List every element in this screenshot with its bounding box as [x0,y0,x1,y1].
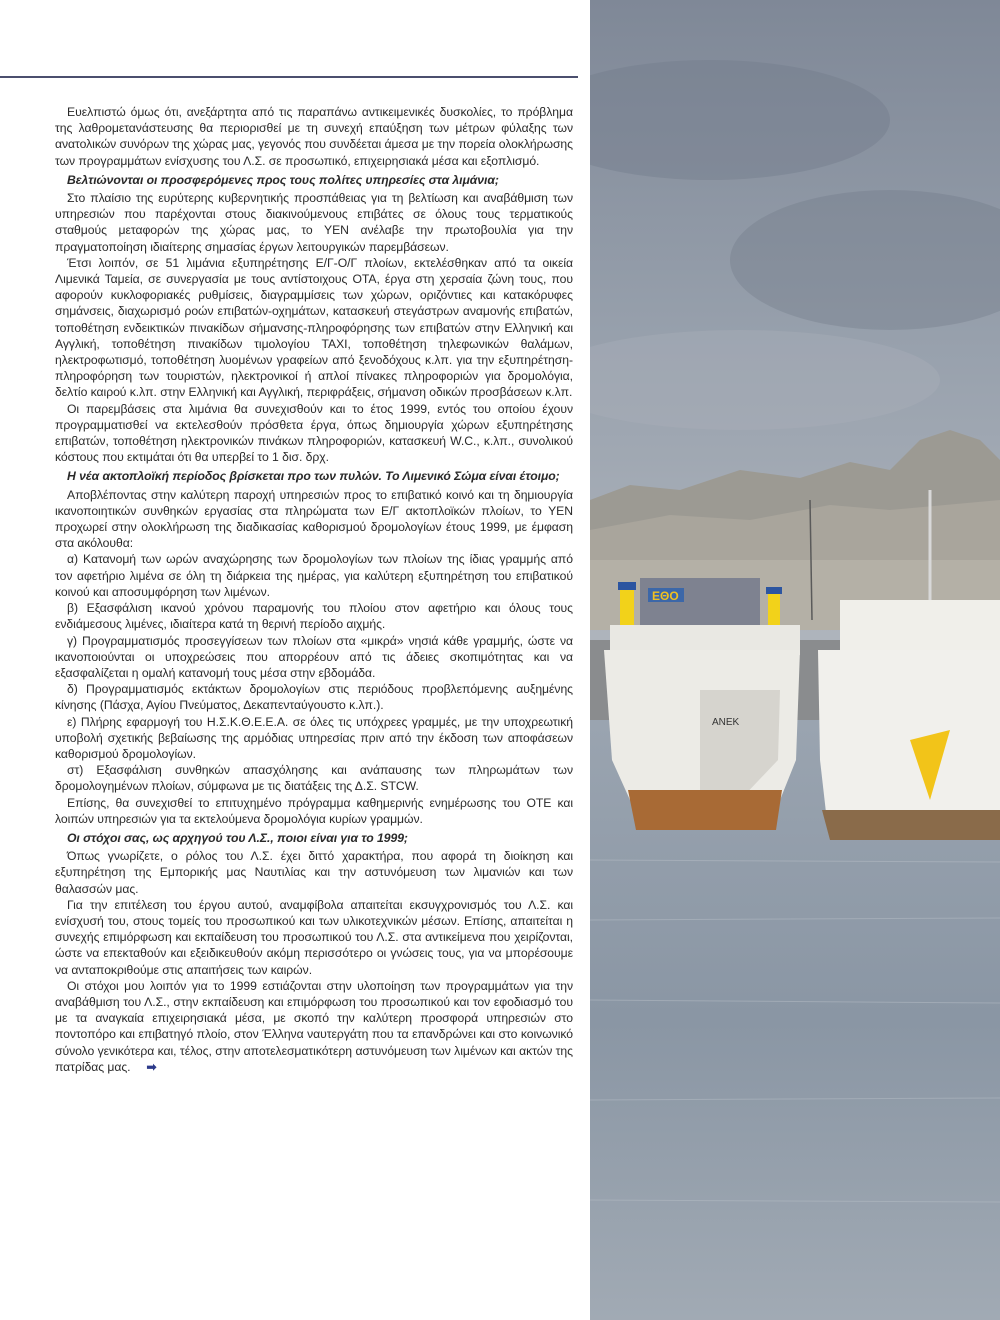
paragraph-text: Οι στόχοι μου λοιπόν για το 1999 εστιάζονται στην υλοποίηση των προγραμμάτων για την αναβάθμιση του Λ.Σ., στην εκπαίδευση και επιμόρφωση του προσωπικού και τον εφοδιασμό του με τα αναγκαία επιχειρησιακά μέσα, με σκοπό την καλύτερη προσφορά υπηρεσιών στο ποντοπόρο και επιβατηγό πλοίο, στον Έλληνα ναυτεργάτη που τα επανδρώνει και στο κοινωνικό σύνολο γενικότερα και, τέλος, στην αποτελεσματικότερη αστυνόμευση των λιμένων και ακτών της πατρίδας μας. [55,978,573,1074]
top-rule [0,76,578,78]
paragraph: Ευελπιστώ όμως ότι, ανεξάρτητα από τις παραπάνω αντικειμενικές δυσκολίες, το πρόβλημα της λαθρομετανάστευσης θα περιορισθεί με τη συνεχή επαύξηση των μέτρων φύλαξης των ανατολικών συνόρων της χώρας μας, γεγονός που συνδέεται άμεσα με την πορεία ολοκλήρωσης των προγραμμάτων ενίσχυσης του Λ.Σ. σε προσωπικό, επιχειρησιακά μέσα και εξοπλισμό. [55,105,573,168]
harbour-photo [590,0,1000,1320]
list-item: β) Εξασφάλιση ικανού χρόνου παραμονής του πλοίου στον αφετήριο και όλους τους ενδιάμεσους λιμένες, ιδιαίτερα κατά τη θερινή περίοδο αιχμής. [55,601,573,632]
paragraph: Στο πλαίσιο της ευρύτερης κυβερνητικής προσπάθειας για τη βελτίωση και αναβάθμιση των υπηρεσιών που παρέχονται στους διακινούμενους επιβάτες σε όλους τους τερματικούς σταθμούς μεταφορών της χώρας μας, το ΥΕΝ ανέλαβε την πρωτοβουλία για την πραγματοποίηση ιδιαίτερης σημασίας έργων λειτουργικών παρεμβάσεων. [55,191,573,254]
paragraph: Αποβλέποντας στην καλύτερη παροχή υπηρεσιών προς το επιβατικό κοινό και τη δημιουργία ικανοποιητικών συνθηκών εργασίας στα πληρώματα των Ε/Γ ακτοπλοϊκών πλοίων, το ΥΕΝ προχωρεί στην ολοκλήρωση της διαδικασίας καθορισμού δρομολογίων έτους 1999, με έμφαση στα ακόλουθα: [55,487,573,551]
list-item: γ) Προγραμματισμός προσεγγίσεων των πλοίων στα «μικρά» νησιά κάθε γραμμής, ώστε να ικανοποιούνται οι υποχρεώσεις που απορρέουν από τις άδειες σκοπιμότητας και να εξασφαλίζεται η ομαλή κατανομή τους μέσα στην εβδομάδα. [55,633,573,680]
list-item: δ) Προγραμματισμός εκτάκτων δρομολογίων στις περιόδους προβλεπόμενης αυξημένης κίνησης (Πάσχα, Αγίου Πνεύματος, Δεκαπενταύγουστο κ.λπ.). [55,682,573,713]
paragraph [55,978,573,1075]
list-item: α) Κατανομή των ωρών αναχώρησης των δρομολογίων των πλοίων της ίδιας γραμμής από τον αφετήριο λιμένα σε όλη τη διάρκεια της ημέρας, για καλύτερη εξυπηρέτηση του επιβατικού κοινού και αποσυμφόρηση των λιμένων. [55,552,573,599]
ferry-right [818,600,1000,840]
section-heading: Οι στόχοι σας, ως αρχηγού του Λ.Σ., ποιοι είναι για το 1999; [67,830,408,845]
end-of-article-icon: ➡ [146,1059,157,1074]
warehouse-sign: ΕΘΟ [652,589,679,603]
paragraph: Όπως γνωρίζετε, ο ρόλος του Λ.Σ. έχει διττό χαρακτήρα, που αφορά τη διοίκηση και εξυπηρέτηση της Εμπορικής μας Ναυτιλίας και την αστυνόμευση των λιμανιών και των θαλασσών μας. [55,849,573,896]
paragraph: Οι παρεμβάσεις στα λιμάνια θα συνεχισθούν και το έτος 1999, εντός του οποίου έχουν προγραμματισθεί να εκτελεσθούν πρόσθετα έργα, όπως δημιουργία χώρων εξυπηρέτησης επιβατών, τοποθέτηση ηλεκτρονικών πινάκων πληροφοριών, κατασκευή W.C., κ.λπ., συνολικού κόστους που εκτιμάται ότι θα υπερβεί το 1 δισ. δρχ. [55,401,573,465]
list-item: ε) Πλήρης εφαρμογή του Η.Σ.Κ.Θ.Ε.Ε.Α. σε όλες τις υπόχρεες γραμμές, με την υποχρεωτική υποβολή σχετικής βεβαίωσης της αρμόδιας υπηρεσίας πριν από την έκδοση των αποφάσεων καθορισμού δρομολογίων. [55,714,573,761]
article-text-column [55,104,573,1075]
paragraph: Για την επιτέλεση του έργου αυτού, αναμφίβολα απαιτείται εκσυγχρονισμός του Λ.Σ. και ενίσχυσή του, στους τομείς του προσωπικού και των υλικοτεχνικών μέσων. Επίσης, απαιτείται η συνεχής επιμόρφωση και εκπαίδευση του προσωπικού του Λ.Σ. στα αντικείμενα που χειρίζονται, ώστε να επεκταθούν και εξειδικευθούν ακόμη περισσότερο οι γνώσεις τους, για να μπορέσουμε να ανταποκριθούμε στις απαιτήσεις των καιρών. [55,897,573,977]
section-heading: Η νέα ακτοπλοϊκή περίοδος βρίσκεται προ των πυλών. Το Λιμενικό Σώμα είναι έτοιμο; [67,469,560,484]
section-heading: Βελτιώνονται οι προσφερόμενες προς τους πολίτες υπηρεσίες στα λιμάνια; [67,172,499,187]
paragraph: Έτσι λοιπόν, σε 51 λιμάνια εξυπηρέτησης Ε/Γ-Ο/Γ πλοίων, εκτελέσθηκαν από τα οικεία Λιμενικά Ταμεία, σε συνεργασία με τους αντίστοιχους ΟΤΑ, έργα στη χερσαία ζώνη τους, που αφορούν κυκλοφοριακές ρυθμίσεις, διαγραμμίσεις των χώρων, οριζόντιες και κατακόρυφες σημάνσεις, διαχωρισμό ροών επιβατών-οχημάτων, κατασκευή στεγάστρων αναμονής επιβατών, τοποθέτηση ενδεικτικών πινακίδων σήμανσης-πληροφόρησης των επιβατών στην Ελληνική και Αγγλική, τοποθέτηση πινακίδων τιμολογίου TAXI, τοποθέτηση τηλεφωνικών θαλάμων, ηλεκτροφωτισμό, τοποθέτηση λυομένων γραφείων από ξενοδόχους κ.λπ. για την εξυπηρέτηση-πληροφόρηση των τουριστών, ηλεκτρονικοί ή απλοί πίνακες πληροφοριών για δρομολόγια, δελτίο καιρού κ.λπ. στην Ελληνική και Αγγλική, περιφράξεις, σήμανση οδικών προσβάσεων κ.λπ. [55,255,573,400]
ship-name: ΑΝΕΚ [712,717,740,728]
list-item: στ) Εξασφάλιση συνθηκών απασχόλησης και ανάπαυσης των πληρωμάτων των δρομολογημένων πλοίων, σύμφωνα με τις διατάξεις της Δ.Σ. STCW. [55,763,573,794]
paragraph: Επίσης, θα συνεχισθεί το επιτυχημένο πρόγραμμα καθημερινής ενημέρωσης του ΟΤΕ και λοιπών υπηρεσιών για τα εκτελούμενα δρομολόγια κυρίων γραμμών. [55,795,573,826]
